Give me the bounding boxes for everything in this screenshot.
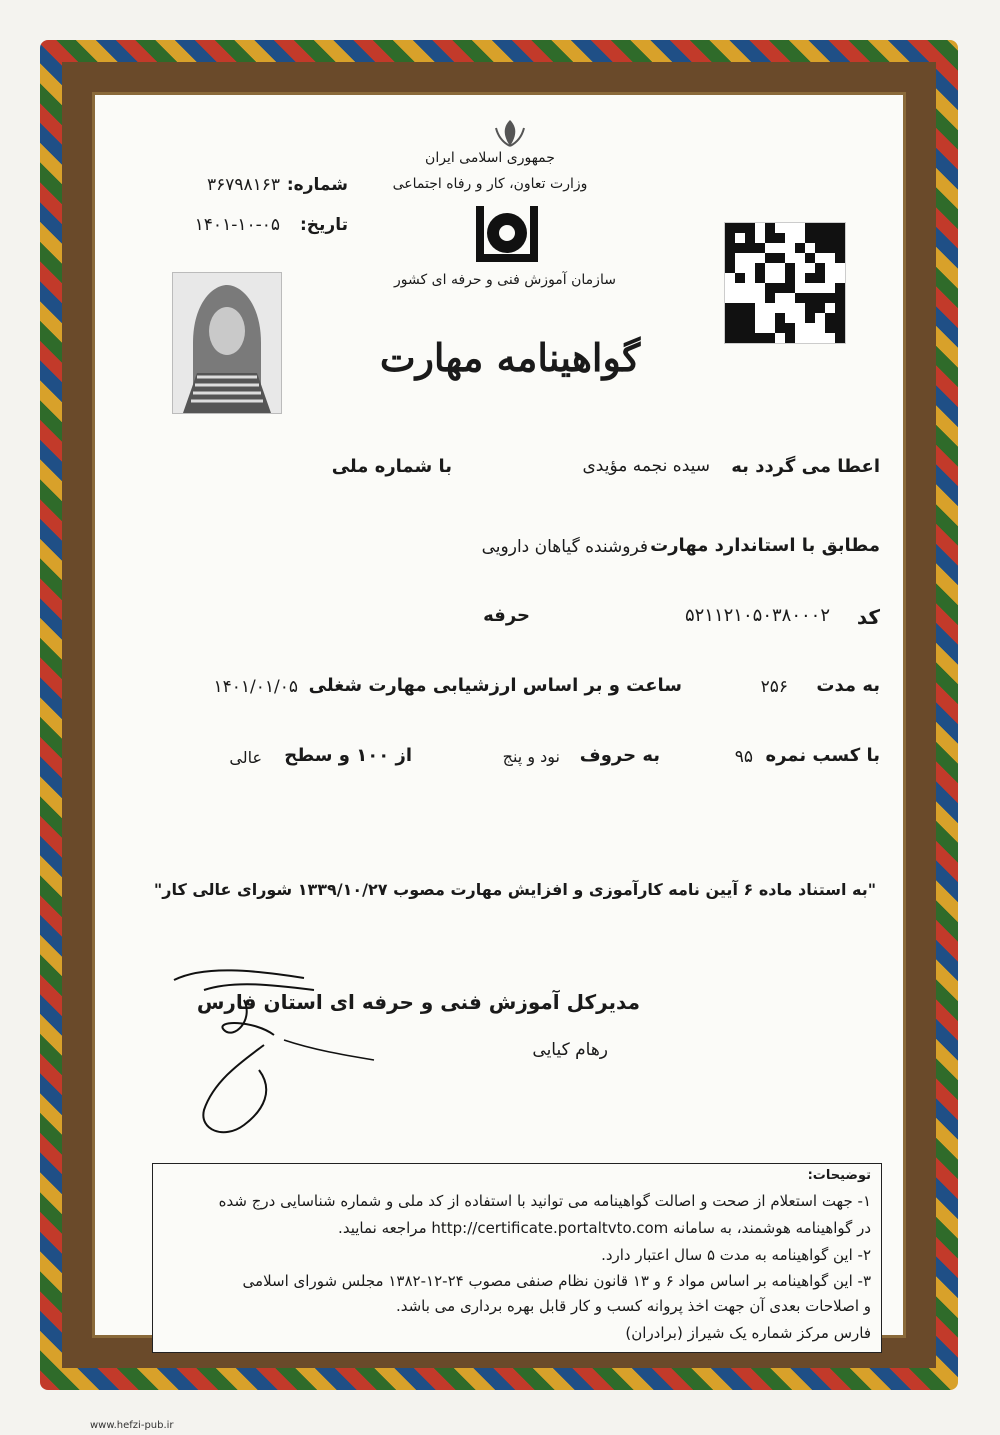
note-line-5: و اصلاحات بعدی آن جهت اخذ پروانه کسب و کار قابل بهره برداری می باشد. — [395, 1297, 871, 1315]
tvto-logo-icon — [470, 196, 544, 270]
holder-name: سیده نجمه مؤیدی — [582, 456, 710, 476]
out-of-label: از ۱۰۰ و سطح — [284, 745, 412, 766]
certificate-title: گواهینامه مهارت — [379, 335, 641, 380]
score-value: ۹۵ — [734, 747, 753, 767]
signatory-name: رهام کیایی — [532, 1040, 608, 1060]
notes-heading: توضیحات: — [807, 1168, 871, 1183]
legal-decree: "به استناد ماده ۶ آیین نامه کارآموزی و افزایش مهارت مصوب ۱۳۳۹/۱۰/۲۷ شورای عالی کار" — [153, 880, 877, 899]
hours-label: ساعت و بر اساس ارزشیابی مهارت شغلی — [308, 675, 682, 696]
signatory-title: مدیرکل آموزش فنی و حرفه ای استان فارس — [196, 990, 640, 1014]
signature-icon — [164, 960, 404, 1150]
code-value: ۵۲۱۱۲۱۰۵۰۳۸۰۰۰۲ — [684, 605, 830, 626]
date-value: ۱۴۰۱-۱۰-۰۵ — [194, 215, 280, 235]
ministry-name: وزارت تعاون، کار و رفاه اجتماعی — [392, 176, 588, 192]
letters-label: به حروف — [579, 745, 660, 766]
notes-box — [152, 1163, 882, 1353]
publisher-website: www.hefzi-pub.ir — [90, 1420, 174, 1431]
number-label: شماره: — [286, 175, 348, 195]
letters-value: نود و پنج — [502, 747, 560, 766]
note-line-2: در گواهینامه هوشمند، به سامانه http://certificate.portaltvto.com مراجعه نمایید. — [338, 1219, 871, 1237]
note-line-4: ۳- این گواهینامه بر اساس مواد ۶ و ۱۳ قانون نظام صنفی مصوب ۲۴-۱۲-۱۳۸۲ مجلس شورای اسلامی — [242, 1272, 871, 1290]
national-id-label: با شماره ملی — [331, 456, 452, 477]
score-label: با کسب نمره — [765, 745, 880, 766]
organization-name: سازمان آموزش فنی و حرفه ای کشور — [394, 272, 616, 288]
note-line-3: ۲- این گواهینامه به مدت ۵ سال اعتبار دارد. — [601, 1246, 871, 1264]
duration-value: ۲۵۶ — [760, 677, 788, 697]
qr-code — [724, 222, 846, 344]
holder-photo — [172, 272, 282, 414]
republic-name: جمهوری اسلامی ایران — [425, 150, 555, 166]
code-label: کد — [856, 605, 880, 629]
standard-label: مطابق با استاندارد مهارت — [650, 535, 880, 556]
duration-label: به مدت — [816, 675, 880, 696]
trade-label: حرفه — [483, 605, 530, 626]
iran-emblem-icon — [488, 118, 532, 148]
date-label: تاریخ: — [300, 215, 348, 235]
note-line-6: فارس مرکز شماره یک شیراز (برادران) — [625, 1324, 871, 1342]
granted-to-label: اعطا می گردد به — [731, 456, 880, 477]
note-line-1: ۱- جهت استعلام از صحت و اصالت گواهینامه می توانید با استفاده از کد ملی و شماره شناسایی درج شده — [218, 1192, 871, 1210]
number-value: ۳۶۷۹۸۱۶۳ — [206, 175, 280, 195]
standard-value: فروشنده گیاهان دارویی — [481, 537, 648, 557]
evaluation-date: ۱۴۰۱/۰۱/۰۵ — [213, 677, 298, 697]
level-value: عالی — [229, 748, 262, 767]
